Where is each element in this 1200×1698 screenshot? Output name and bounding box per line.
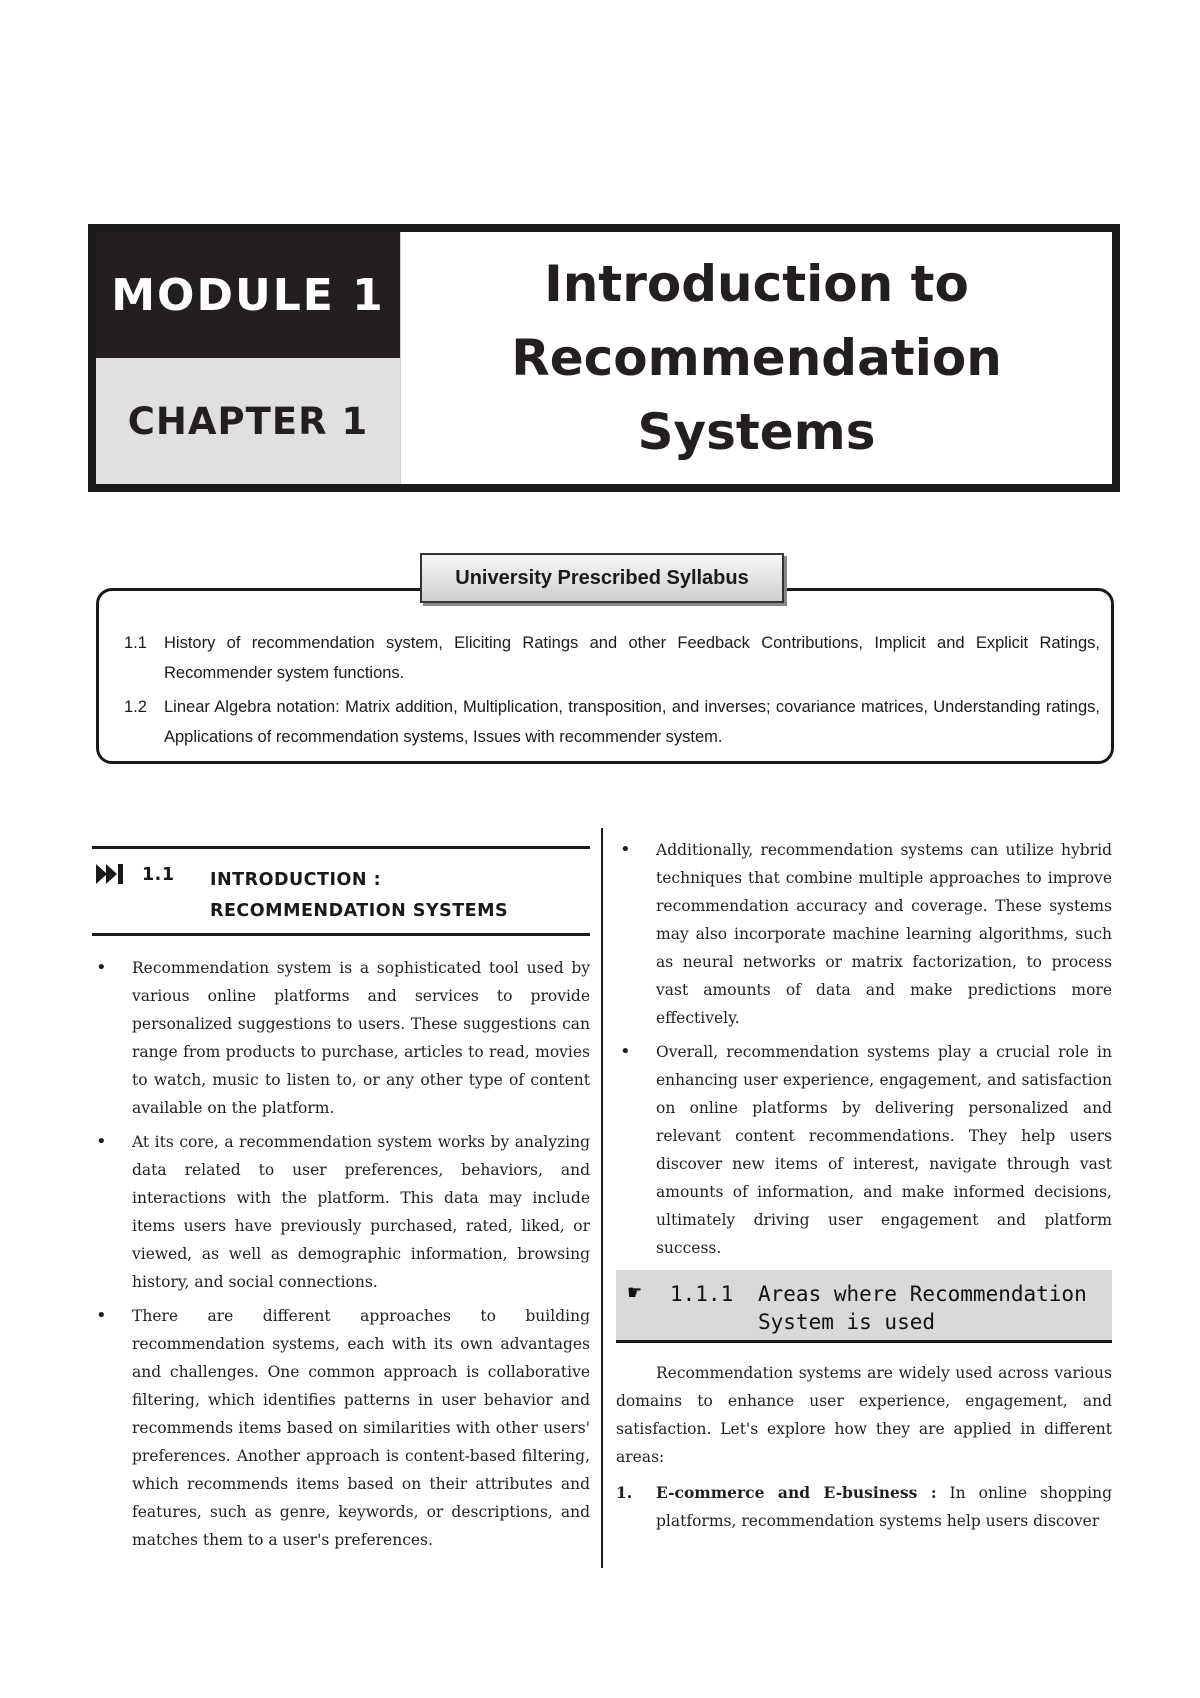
subsection-heading (616, 1270, 1112, 1343)
bullet-item: • There are different approaches to building recommendation systems, each with its own advantages and challenges. One common approach is collaborative filtering, which identifies patterns in user behavior and recommends items based on similarities with other users' preferences. Another approach is content-based filtering, which recommends items based on their attributes and features, such as genre, keywords, or descriptions, and matches them to a user's preferences. (92, 1302, 590, 1554)
pointing-hand-icon: ☛ (628, 1281, 642, 1306)
section-title-line: INTRODUCTION : (210, 870, 382, 890)
syllabus-item (124, 628, 1100, 688)
fast-forward-icon (96, 863, 126, 890)
syllabus-item-text: Linear Algebra notation: Matrix addition, Multiplication, transposition, and inverses; covariance matrices, Understanding ratings, Applications of recommendation systems, Issues with recommender system. (164, 698, 1100, 746)
right-bullet-list (616, 836, 1112, 1262)
section-bottom-rule (92, 933, 590, 936)
bullet-item: • Recommendation system is a sophisticated tool used by various online platforms and services to provide personalized suggestions to users. These suggestions can range from products to purchase, articles to read, movies to watch, music to listen to, or any other type of content available on the platform. (92, 954, 590, 1122)
header-left-panel (96, 232, 400, 484)
left-column (92, 846, 590, 1560)
chapter-title-line: Introduction to (544, 255, 969, 313)
numbered-item-heading: E-commerce and E-business : (656, 1483, 937, 1502)
numbered-item-number: 1. (616, 1483, 633, 1502)
syllabus-item-number: 1.2 (124, 698, 147, 716)
subsection-number: 1.1.1 (670, 1282, 734, 1306)
chapter-title-line: Systems (637, 403, 876, 461)
left-bullet-list (92, 954, 590, 1554)
section-number: 1.1 (142, 865, 175, 885)
syllabus-item-number: 1.1 (124, 634, 147, 652)
syllabus-item (124, 692, 1100, 752)
bullet-item: • At its core, a recommendation system works by analyzing data related to user preferences, behaviors, and interactions with the platform. This data may include items users have previously purchased, rated, liked, or viewed, as well as demographic information, browsing history, and social connections. (92, 1128, 590, 1296)
right-column (616, 836, 1112, 1535)
bullet-item: • Additionally, recommendation systems can utilize hybrid techniques that combine multiple approaches to improve recommendation accuracy and coverage. These systems may also incorporate machine learning algorithms, such as neural networks or matrix factorization, to process vast amounts of data and make predictions more effectively. (616, 836, 1112, 1032)
subsection-intro: Recommendation systems are widely used across various domains to enhance user experience, engagement, and satisfaction. Let's explore how they are applied in different areas: (616, 1364, 1112, 1466)
section-title-line: RECOMMENDATION SYSTEMS (210, 901, 509, 921)
subsection-title: Areas where Recommendation System is used (758, 1282, 1087, 1334)
chapter-label: CHAPTER 1 (127, 399, 369, 443)
syllabus-label: University Prescribed Syllabus (420, 553, 784, 603)
chapter-block (96, 358, 400, 484)
column-divider (601, 828, 603, 1568)
chapter-title-line: Recommendation (511, 329, 1002, 387)
numbered-item-text: In online shopping platforms, recommendation systems help users discover (656, 1484, 1112, 1530)
module-block (96, 232, 400, 358)
chapter-title-panel (400, 232, 1112, 484)
section-heading (92, 849, 590, 933)
syllabus-item-text: History of recommendation system, Eliciting Ratings and other Feedback Contributions, Implicit and Explicit Ratings, Recommender system functions. (164, 634, 1100, 682)
chapter-header (88, 224, 1120, 492)
section-title (210, 865, 540, 927)
bullet-item: • Overall, recommendation systems play a crucial role in enhancing user experience, engagement, and satisfaction on online platforms by delivering personalized and relevant content recommendations. They help users discover new items of interest, navigate through vast amounts of information, and make informed decisions, ultimately driving user engagement and platform success. (616, 1038, 1112, 1262)
module-label: MODULE 1 (111, 269, 385, 321)
numbered-item (616, 1479, 1112, 1535)
